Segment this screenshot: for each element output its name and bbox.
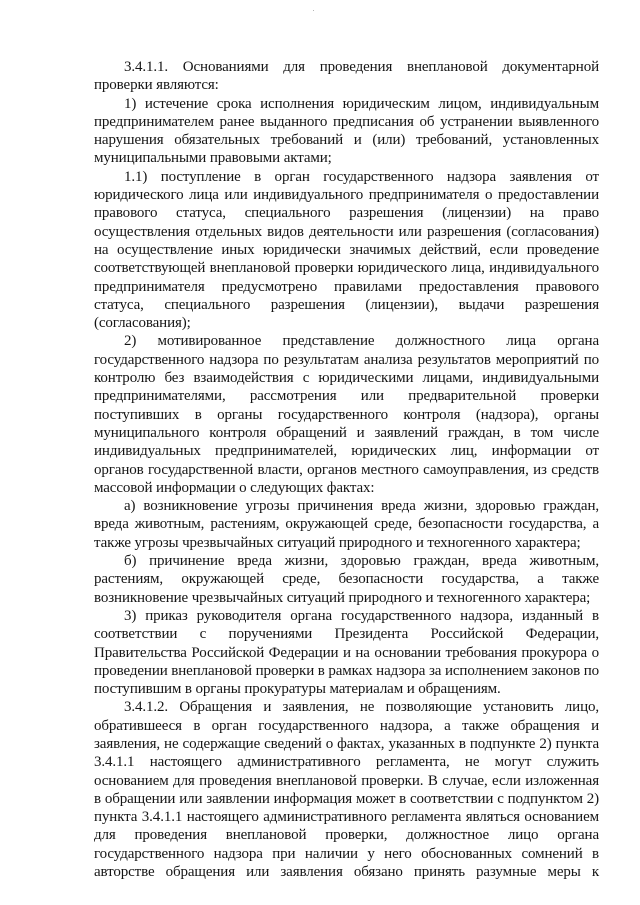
- item-2-a: а) возникновение угрозы причинения вреда жизни, здоровью граждан, вреда животным, растениям, окружающей среде, безопасности государства, а также угрозы чрезвычайных ситуаций природного и техногенного характера;: [94, 498, 599, 551]
- item-1: 1) истечение срока исполнения юридическим лицом, индивидуальным предпринимателем ранее выданного предписания об устранении выявленного нарушения обязательных требований и (или) требований, установленных муниципальными правовыми актами;: [94, 95, 599, 167]
- clause-3-4-1-1: 3.4.1.1. Основаниями для проведения внеплановой документарной проверки являются:: [94, 59, 599, 94]
- scan-speck: [313, 10, 314, 11]
- item-1-1: 1.1) поступление в орган государственного надзора заявления от юридического лица или индивидуального предпринимателя о предоставлении правового статуса, специального разрешения (лицензии) на право осуществления отдельных видов деятельности или разрешения (согласования) на осуществление иных юридически значимых действий, если проведение соответствующей внеплановой проверки юридического лица, индивидуального предпринимателя предусмотрено правилами предоставления правового статуса, специального разрешения (лицензии), выдачи разрешения (согласования);: [94, 168, 599, 332]
- document-text: [94, 58, 599, 881]
- item-2-b: б) причинение вреда жизни, здоровью граждан, вреда животным, растениям, окружающей среде, безопасности государства, а также возникновение чрезвычайных ситуаций природного и техногенного характера;: [94, 553, 599, 606]
- item-2: 2) мотивированное представление должностного лица органа государственного надзора по результатам анализа результатов мероприятий по контролю без взаимодействия с юридическими лицами, индивидуальными предпринимателями, рассмотрения или предварительной проверки поступивших в органы государственного контроля (надзора), органы муниципального контроля обращений и заявлений граждан, в том числе индивидуальных предпринимателей, юридических лиц, информации от органов государственной власти, органов местного самоуправления, из средств массовой информации о следующих фактах:: [94, 333, 599, 496]
- item-3: 3) приказ руководителя органа государственного надзора, изданный в соответствии с поручениями Президента Российской Федерации, Правительства Российской Федерации и на основании требования прокурора о проведении внеплановой проверки в рамках надзора за исполнением законов по поступившим в органы прокуратуры материалам и обращениям.: [94, 607, 599, 698]
- clause-3-4-1-2: 3.4.1.2. Обращения и заявления, не позволяющие установить лицо, обратившееся в орган государственного надзора, а также обращения и заявления, не содержащие сведений о фактах, указанных в подпункте 2) пункта 3.4.1.1 настоящего административного регламента, не могут служить основанием для проведения внеплановой проверки. В случае, если изложенная в обращении или заявлении информация может в соответствии с подпунктом 2) пункта 3.4.1.1 настоящего административного регламента являться основанием для проведения внеплановой проверки, должностное лицо органа государственного надзора при наличии у него обоснованных сомнений в авторстве обращения или заявления обязано принять разумные меры к: [94, 699, 599, 881]
